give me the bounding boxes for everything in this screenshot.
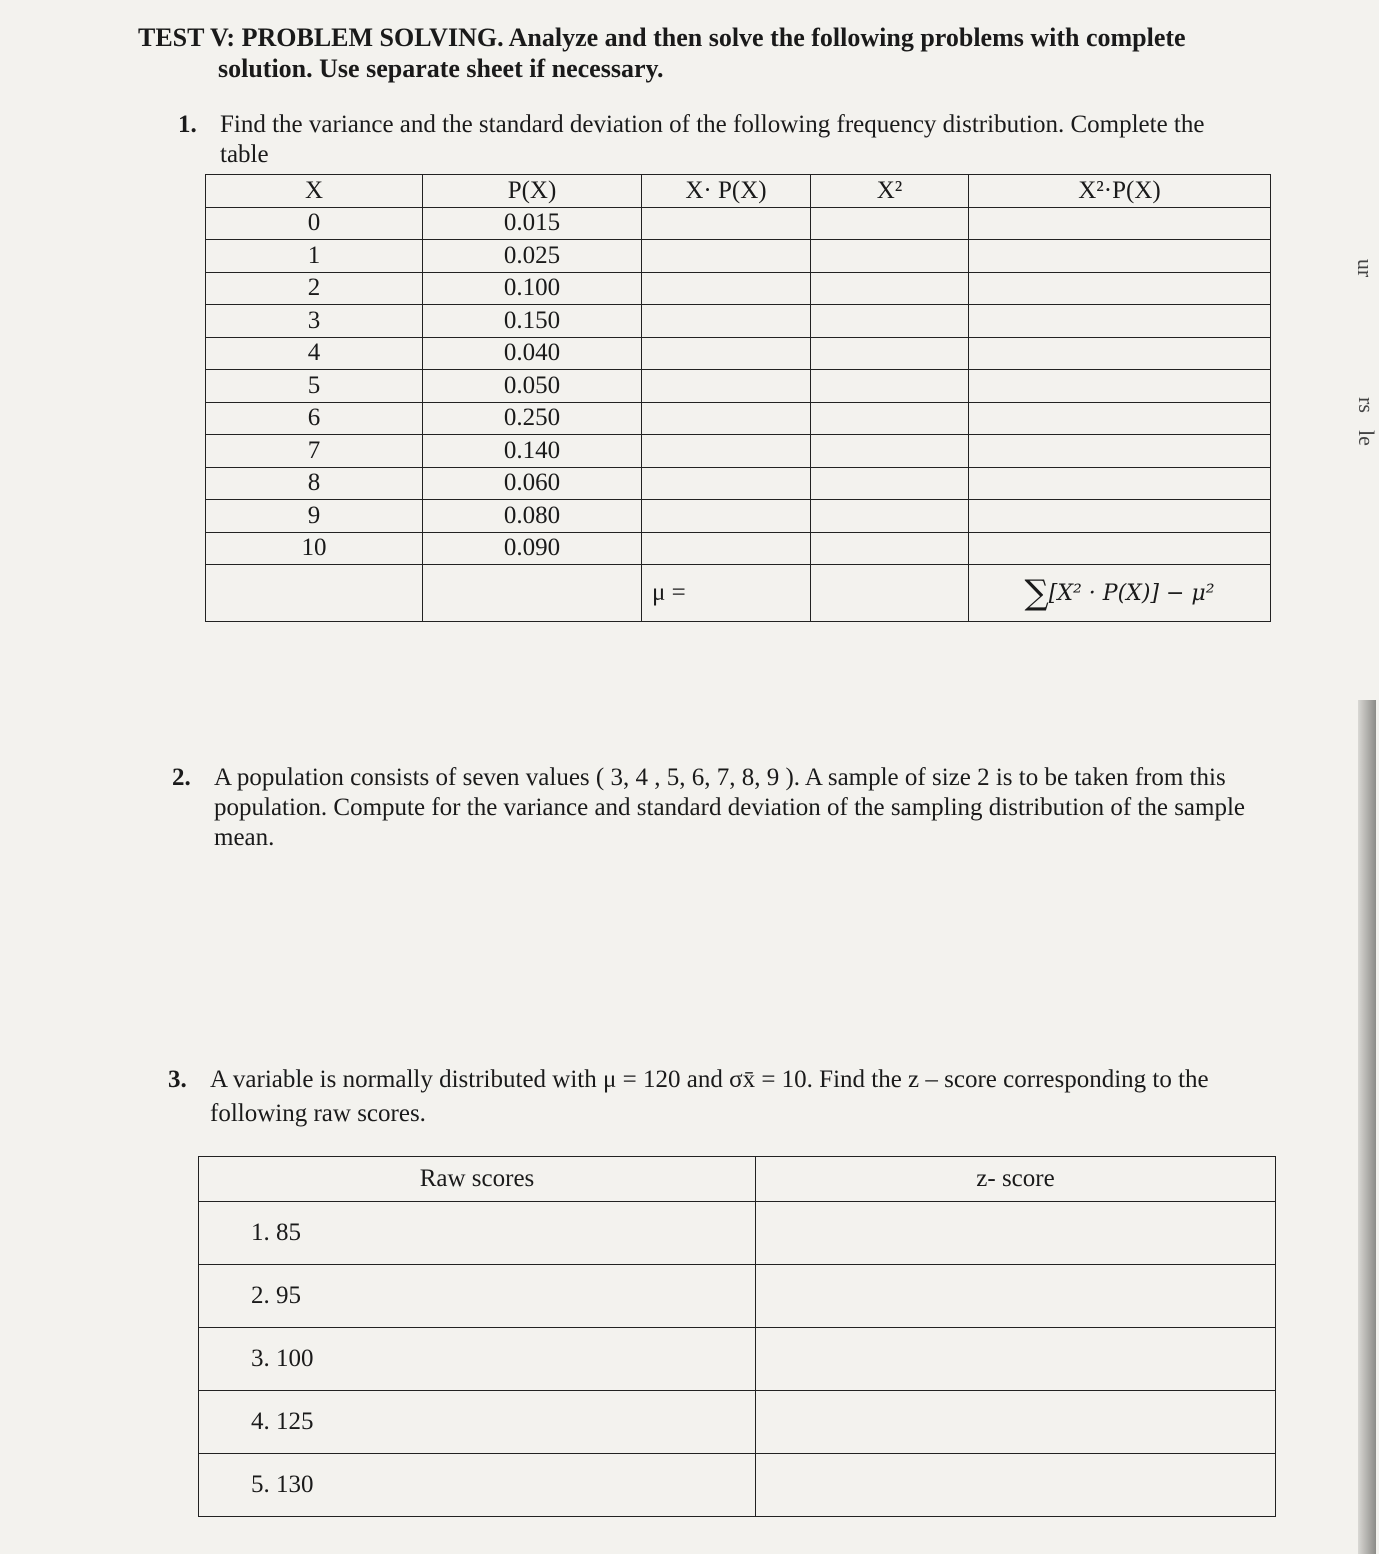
z-table-row — [199, 1328, 1276, 1391]
x-squared-blank — [811, 435, 969, 468]
summary-blank-cell — [811, 565, 969, 622]
x-px-blank — [642, 370, 811, 403]
z-score-blank — [756, 1265, 1276, 1328]
probability-value: 0.150 — [423, 305, 642, 338]
raw-score: 1. 85 — [199, 1202, 756, 1265]
x-squared-px-blank — [969, 500, 1271, 533]
edge-fragment: ur — [1352, 258, 1378, 278]
x-squared-blank — [811, 532, 969, 565]
x-value: 4 — [206, 337, 423, 370]
dist-table-row — [206, 207, 1271, 240]
probability-value: 0.080 — [423, 500, 642, 533]
x-value: 7 — [206, 435, 423, 468]
z-table-row — [199, 1265, 1276, 1328]
dist-table-row — [206, 532, 1271, 565]
summary-blank-cell — [206, 565, 423, 622]
x-px-blank — [642, 207, 811, 240]
x-squared-px-blank — [969, 435, 1271, 468]
x-squared-px-blank — [969, 337, 1271, 370]
x-squared-blank — [811, 500, 969, 533]
question-3-text: A variable is normally distributed with μ = 120 and σx̄ = 10. Find the z – score corresponding to the following raw scores. — [210, 1066, 1209, 1127]
x-squared-px-blank — [969, 402, 1271, 435]
page-edge-shadow — [1358, 700, 1376, 1554]
x-px-blank — [642, 272, 811, 305]
x-px-blank — [642, 402, 811, 435]
z-score-table — [198, 1156, 1276, 1517]
probability-value: 0.040 — [423, 337, 642, 370]
x-squared-blank — [811, 337, 969, 370]
x-squared-blank — [811, 402, 969, 435]
raw-score: 4. 125 — [199, 1391, 756, 1454]
probability-value: 0.025 — [423, 240, 642, 273]
question-2-text: A population consists of seven values ( 3, 4 , 5, 6, 7, 8, 9 ). A sample of size 2 is to be taken from this population. Compute for the variance and standard deviation of the sampling distribution of the sample mean. — [214, 764, 1246, 851]
raw-score: 3. 100 — [199, 1328, 756, 1391]
dist-table-row — [206, 240, 1271, 273]
question-3 — [168, 1063, 1228, 1131]
probability-value: 0.090 — [423, 532, 642, 565]
z-table-row — [199, 1391, 1276, 1454]
raw-score: 5. 130 — [199, 1454, 756, 1517]
z-score-blank — [756, 1328, 1276, 1391]
edge-fragment: le — [1354, 430, 1379, 446]
dist-table-row — [206, 467, 1271, 500]
variance-formula-text: [X² · P(X)] − μ² — [1048, 580, 1215, 606]
header-x: X — [206, 175, 423, 208]
probability-value: 0.100 — [423, 272, 642, 305]
dist-table-row — [206, 500, 1271, 533]
question-1-number: 1. — [178, 111, 197, 138]
x-value: 2 — [206, 272, 423, 305]
header-raw-scores: Raw scores — [199, 1157, 756, 1202]
raw-score: 2. 95 — [199, 1265, 756, 1328]
x-squared-px-blank — [969, 240, 1271, 273]
summary-blank-cell — [423, 565, 642, 622]
dist-table-header-row — [206, 175, 1271, 208]
x-squared-blank — [811, 240, 969, 273]
x-squared-blank — [811, 272, 969, 305]
x-value: 5 — [206, 370, 423, 403]
question-2 — [172, 763, 1262, 853]
z-score-blank — [756, 1391, 1276, 1454]
x-px-blank — [642, 532, 811, 565]
x-value: 3 — [206, 305, 423, 338]
header-px: P(X) — [423, 175, 642, 208]
heading-line-1: TEST V: PROBLEM SOLVING. Analyze and then solve the following problems with complete — [138, 23, 1186, 52]
probability-value: 0.140 — [423, 435, 642, 468]
x-px-blank — [642, 240, 811, 273]
x-value: 10 — [206, 532, 423, 565]
heading-line-2: solution. Use separate sheet if necessary. — [218, 54, 664, 83]
test-heading — [138, 22, 1238, 84]
x-px-blank — [642, 435, 811, 468]
question-3-number: 3. — [168, 1066, 187, 1093]
x-squared-px-blank — [969, 532, 1271, 565]
x-squared-blank — [811, 305, 969, 338]
probability-value: 0.015 — [423, 207, 642, 240]
x-value: 1 — [206, 240, 423, 273]
x-squared-blank — [811, 467, 969, 500]
z-table-header-row — [199, 1157, 1276, 1202]
z-table-row — [199, 1202, 1276, 1265]
probability-value: 0.050 — [423, 370, 642, 403]
header-x-px: X· P(X) — [642, 175, 811, 208]
x-value: 9 — [206, 500, 423, 533]
z-table-row — [199, 1454, 1276, 1517]
x-px-blank — [642, 500, 811, 533]
x-px-blank — [642, 305, 811, 338]
question-1-text: Find the variance and the standard deviation of the following frequency distribution. Complete the table — [220, 111, 1205, 168]
x-value: 8 — [206, 467, 423, 500]
mean-label: μ = — [642, 565, 811, 622]
dist-table-row — [206, 402, 1271, 435]
x-value: 6 — [206, 402, 423, 435]
header-x-squared-px: X²·P(X) — [969, 175, 1271, 208]
sigma-symbol: ∑ — [1024, 572, 1049, 613]
variance-formula — [969, 565, 1271, 622]
header-z-score: z- score — [756, 1157, 1276, 1202]
z-score-blank — [756, 1454, 1276, 1517]
x-squared-blank — [811, 370, 969, 403]
probability-value: 0.060 — [423, 467, 642, 500]
x-px-blank — [642, 467, 811, 500]
dist-table-summary-row — [206, 565, 1271, 622]
x-squared-px-blank — [969, 370, 1271, 403]
x-squared-px-blank — [969, 305, 1271, 338]
probability-value: 0.250 — [423, 402, 642, 435]
edge-fragment: rs — [1354, 397, 1379, 413]
x-squared-px-blank — [969, 467, 1271, 500]
dist-table-row — [206, 370, 1271, 403]
x-squared-px-blank — [969, 272, 1271, 305]
question-2-number: 2. — [172, 764, 191, 791]
x-squared-px-blank — [969, 207, 1271, 240]
dist-table-row — [206, 337, 1271, 370]
x-value: 0 — [206, 207, 423, 240]
z-score-blank — [756, 1202, 1276, 1265]
dist-table-row — [206, 305, 1271, 338]
header-x-squared: X² — [811, 175, 969, 208]
x-squared-blank — [811, 207, 969, 240]
x-px-blank — [642, 337, 811, 370]
dist-table-row — [206, 272, 1271, 305]
dist-table-row — [206, 435, 1271, 468]
frequency-distribution-table — [205, 174, 1271, 622]
question-1 — [178, 110, 1238, 170]
